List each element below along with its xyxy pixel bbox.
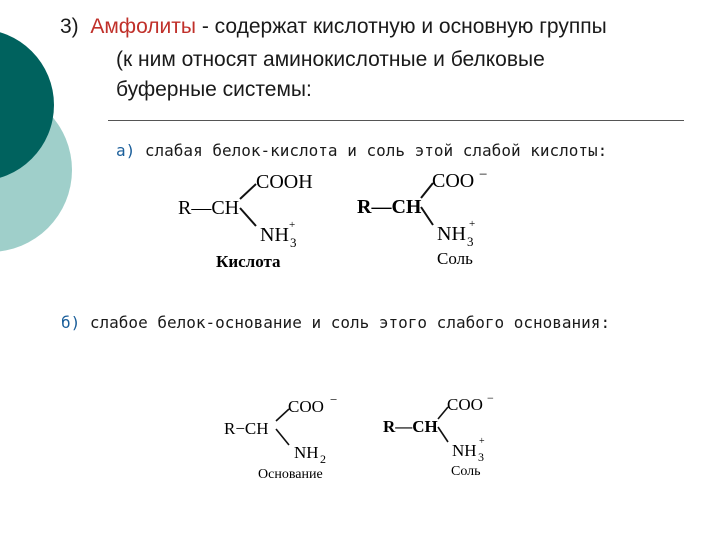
formula-acid-salt-plus: + xyxy=(469,218,476,230)
formula-acid-salt-sub: 3 xyxy=(467,234,474,249)
formula-base-salt-caption: Соль xyxy=(451,464,481,479)
formula-acid-sub: 3 xyxy=(290,235,297,250)
heading-line-2: (к ним относят аминокислотные и белковые xyxy=(116,48,545,71)
formula-base-charge: − xyxy=(330,392,338,407)
formula-acid-salt-charge: − xyxy=(479,167,488,183)
formula-base-salt-charge: − xyxy=(487,391,494,405)
formula-acid-top: COOH xyxy=(256,171,313,193)
formula-base-salt-r: R—CH xyxy=(383,417,438,436)
bond-bottom xyxy=(421,207,433,225)
formula-acid-bottom: NH xyxy=(260,224,289,246)
formula-base-r: R−CH xyxy=(224,419,269,438)
case-b-text xyxy=(61,313,610,332)
heading-rest: - содержат кислотную и основную группы xyxy=(196,15,607,38)
formula-acid-salt xyxy=(357,167,507,272)
formula-base-bottom: NH xyxy=(294,443,319,462)
formula-acid-salt-caption: Соль xyxy=(437,249,473,268)
case-a-text xyxy=(116,141,607,160)
formula-acid-r: R—CH xyxy=(178,197,240,219)
case-a-letter: а) xyxy=(116,141,136,160)
section-heading xyxy=(60,14,607,40)
formula-base-salt-bottom: NH xyxy=(452,441,477,460)
formula-base-top: COO xyxy=(288,397,324,416)
formula-base-caption: Основание xyxy=(258,467,323,482)
heading-line-3: буферные системы: xyxy=(116,78,312,101)
formula-base-salt-plus: + xyxy=(479,436,485,447)
divider xyxy=(108,120,684,121)
formula-acid-plus: + xyxy=(289,219,296,231)
formula-base-sub: 2 xyxy=(320,452,326,466)
bond-bottom xyxy=(240,208,256,226)
formula-acid-salt-top: COO xyxy=(432,170,475,192)
formula-base-salt-top: COO xyxy=(447,395,483,414)
item-number: 3) xyxy=(60,15,79,38)
bond-bottom xyxy=(276,429,289,445)
case-b-description: слабое белок-основание и соль этого слабого основания: xyxy=(80,313,611,332)
formula-acid-salt-r: R—CH xyxy=(357,196,422,218)
case-a-description: слабая белок-кислота и соль этой слабой кислоты: xyxy=(135,141,608,160)
formula-acid xyxy=(178,168,328,273)
formula-base xyxy=(224,392,354,487)
bond-top xyxy=(240,184,256,199)
decorative-circles xyxy=(0,0,120,300)
formula-acid-caption: Кислота xyxy=(216,252,281,271)
formula-base-salt-sub: 3 xyxy=(478,450,484,464)
case-b-letter: б) xyxy=(61,313,81,332)
bond-bottom xyxy=(438,427,448,442)
formula-acid-salt-bottom: NH xyxy=(437,223,466,245)
formula-base-salt xyxy=(383,392,513,487)
term-amfolity: Амфолиты xyxy=(90,15,196,38)
